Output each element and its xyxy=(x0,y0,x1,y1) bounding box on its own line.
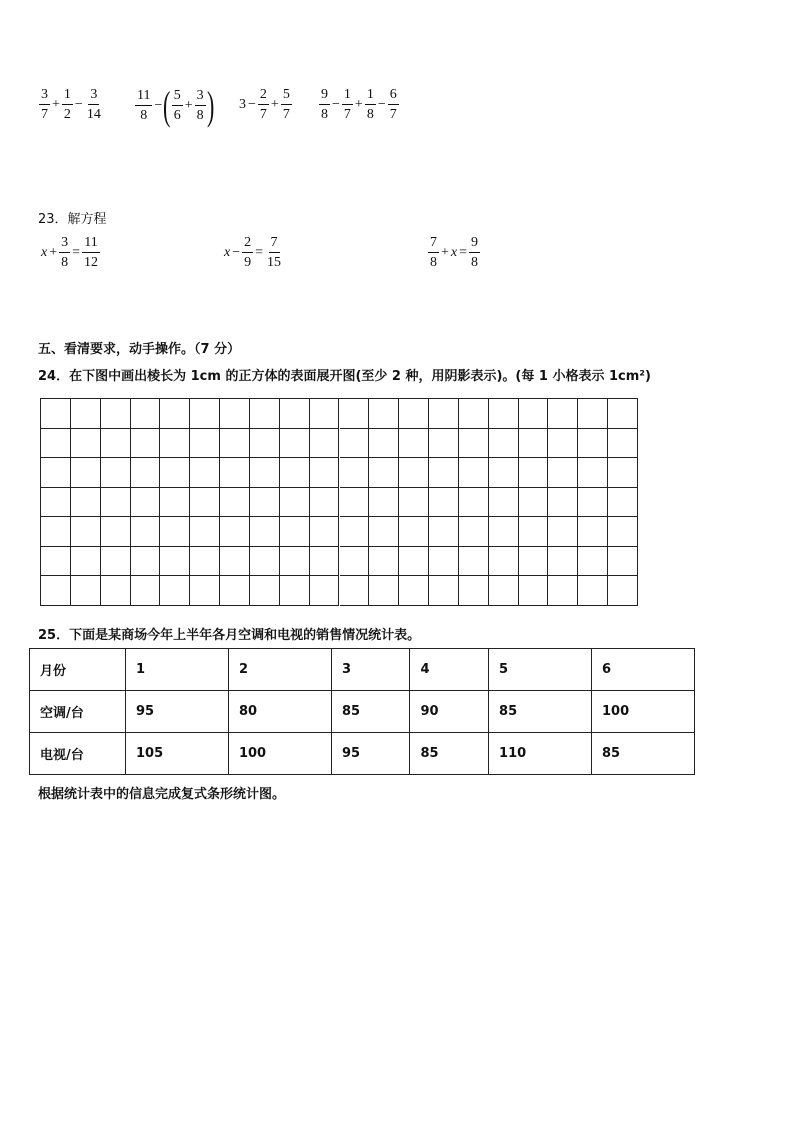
grid-cell[interactable] xyxy=(310,576,340,606)
grid-cell[interactable] xyxy=(310,399,340,429)
grid-cell[interactable] xyxy=(250,547,280,577)
grid-cell[interactable] xyxy=(548,458,578,488)
grid-cell[interactable] xyxy=(280,429,310,459)
grid-cell[interactable] xyxy=(220,458,250,488)
grid-cell[interactable] xyxy=(608,429,638,459)
grid-cell[interactable] xyxy=(459,488,489,518)
expression-3: 3 − $\frac{2}{7}$ + $\frac{5}{7}$ xyxy=(239,87,290,122)
grid-cell[interactable] xyxy=(340,517,370,547)
grid-cell[interactable] xyxy=(131,458,161,488)
grid-cell[interactable] xyxy=(250,576,280,606)
grid-cell[interactable] xyxy=(608,547,638,577)
grid-cell[interactable] xyxy=(519,576,549,606)
grid-cell[interactable] xyxy=(160,458,190,488)
grid-cell[interactable] xyxy=(578,517,608,547)
grid-cell[interactable] xyxy=(608,517,638,547)
grid-cell[interactable] xyxy=(459,517,489,547)
grid-cell[interactable] xyxy=(369,399,399,429)
table-row xyxy=(30,691,695,733)
grid-cell[interactable] xyxy=(340,488,370,518)
grid-cell[interactable] xyxy=(489,488,519,518)
fraction: $\frac{2}{7}$ xyxy=(259,87,267,122)
table-cell: 100 xyxy=(228,733,331,775)
grid-cell[interactable] xyxy=(131,517,161,547)
grid-cell[interactable] xyxy=(250,429,280,459)
grid-cell[interactable] xyxy=(71,488,101,518)
grid-cell[interactable] xyxy=(429,429,459,459)
grid-cell[interactable] xyxy=(399,576,429,606)
grid-cell[interactable] xyxy=(310,429,340,459)
table-cell: 5 xyxy=(489,649,592,691)
fraction: $\frac{11}{8}$ xyxy=(137,88,151,123)
table-cell: 3 xyxy=(331,649,410,691)
grid-cell[interactable] xyxy=(489,517,519,547)
grid-cell[interactable] xyxy=(101,576,131,606)
grid-cell[interactable] xyxy=(71,517,101,547)
table-row xyxy=(30,733,695,775)
grid-cell[interactable] xyxy=(340,399,370,429)
grid-cell[interactable] xyxy=(220,547,250,577)
grid-cell[interactable] xyxy=(578,547,608,577)
left-parenthesis: ( xyxy=(163,83,171,128)
grid-cell[interactable] xyxy=(369,458,399,488)
grid-cell[interactable] xyxy=(578,399,608,429)
grid-cell[interactable] xyxy=(459,458,489,488)
grid-cell[interactable] xyxy=(131,399,161,429)
grid-cell[interactable] xyxy=(519,488,549,518)
grid-cell[interactable] xyxy=(310,488,340,518)
grid-cell[interactable] xyxy=(160,429,190,459)
grid-cell[interactable] xyxy=(310,547,340,577)
table-cell: 1 xyxy=(126,649,229,691)
grid-cell[interactable] xyxy=(548,547,578,577)
grid-cell[interactable] xyxy=(608,458,638,488)
table-cell: 80 xyxy=(228,691,331,733)
grid-cell[interactable] xyxy=(489,458,519,488)
grid-cell[interactable] xyxy=(519,547,549,577)
section-5-title: 五、看清要求，动手操作。（7 分） xyxy=(38,342,241,357)
grid-cell[interactable] xyxy=(220,488,250,518)
grid-cell[interactable] xyxy=(399,458,429,488)
grid-cell[interactable] xyxy=(548,429,578,459)
grid-cell[interactable] xyxy=(519,458,549,488)
grid-cell[interactable] xyxy=(429,547,459,577)
grid-cell[interactable] xyxy=(160,576,190,606)
grid-cell[interactable] xyxy=(41,458,71,488)
equation-1: x + $\frac{3}{8}$ = $\frac{11}{12}$ xyxy=(41,235,99,270)
grid-cell[interactable] xyxy=(578,458,608,488)
grid-cell[interactable] xyxy=(608,399,638,429)
fraction: $\frac{3}{14}$ xyxy=(86,87,101,122)
fraction: $\frac{3}{7}$ xyxy=(41,87,48,122)
fraction: $\frac{1}{7}$ xyxy=(343,87,351,122)
grid-cell[interactable] xyxy=(71,576,101,606)
grid-cell[interactable] xyxy=(41,576,71,606)
grid-cell[interactable] xyxy=(220,429,250,459)
table-cell: 110 xyxy=(489,733,592,775)
question-23-title: 23．解方程 xyxy=(38,212,107,227)
table-cell: 85 xyxy=(592,733,695,775)
grid-cell[interactable] xyxy=(71,458,101,488)
table-cell: 95 xyxy=(126,691,229,733)
grid-cell[interactable] xyxy=(71,547,101,577)
table-cell: 95 xyxy=(331,733,410,775)
grid-cell[interactable] xyxy=(101,547,131,577)
grid-cell[interactable] xyxy=(548,576,578,606)
grid-cell[interactable] xyxy=(489,576,519,606)
grid-cell[interactable] xyxy=(369,429,399,459)
expression-2: $\frac{11}{8}$ − ( $\frac{5}{6}$ + $\frac{3}{8}$ ) xyxy=(137,83,214,128)
grid-cell[interactable] xyxy=(429,488,459,518)
fraction: $\frac{9}{8}$ xyxy=(471,235,479,270)
grid-cell[interactable] xyxy=(489,399,519,429)
grid-cell[interactable] xyxy=(369,576,399,606)
fraction: $\frac{9}{8}$ xyxy=(321,87,328,122)
grid-cell[interactable] xyxy=(519,399,549,429)
grid-cell[interactable] xyxy=(280,576,310,606)
grid-cell[interactable] xyxy=(429,517,459,547)
grid-cell[interactable] xyxy=(101,429,131,459)
fraction: $\frac{7}{8}$ xyxy=(430,235,437,270)
grid-cell[interactable] xyxy=(131,429,161,459)
grid-cell[interactable] xyxy=(369,547,399,577)
right-parenthesis: ) xyxy=(206,83,214,128)
grid-cell[interactable] xyxy=(459,547,489,577)
grid-cell[interactable] xyxy=(578,576,608,606)
grid-cell[interactable] xyxy=(489,547,519,577)
table-cell: 85 xyxy=(410,733,489,775)
grid-cell[interactable] xyxy=(310,458,340,488)
grid-cell[interactable] xyxy=(399,488,429,518)
grid-cell[interactable] xyxy=(160,547,190,577)
grid-cell[interactable] xyxy=(41,399,71,429)
grid-cell[interactable] xyxy=(280,547,310,577)
table-cell: 85 xyxy=(331,691,410,733)
equation-3: $\frac{7}{8}$ + x = $\frac{9}{8}$ xyxy=(430,235,479,270)
grid-cell[interactable] xyxy=(160,399,190,429)
grid-cell[interactable] xyxy=(340,458,370,488)
fraction: $\frac{1}{2}$ xyxy=(63,87,71,122)
grid-cell[interactable] xyxy=(429,576,459,606)
grid-cell[interactable] xyxy=(369,488,399,518)
table-row-header: 电视/台 xyxy=(30,733,126,775)
grid-cell[interactable] xyxy=(280,458,310,488)
grid-cell[interactable] xyxy=(41,429,71,459)
grid-cell[interactable] xyxy=(131,547,161,577)
grid-cell[interactable] xyxy=(101,458,131,488)
grid-cell[interactable] xyxy=(101,488,131,518)
expression-1: $\frac{3}{7}$ + $\frac{1}{2}$ − $\frac{3}{14}$ xyxy=(41,87,101,122)
grid-cell[interactable] xyxy=(220,517,250,547)
fraction: $\frac{7}{15}$ xyxy=(267,235,282,270)
grid-cell[interactable] xyxy=(548,488,578,518)
grid-cell[interactable] xyxy=(399,547,429,577)
grid-cell[interactable] xyxy=(280,488,310,518)
grid-cell[interactable] xyxy=(519,517,549,547)
grid-cell[interactable] xyxy=(131,488,161,518)
question-24-title: 24．在下图中画出棱长为 1cm 的正方体的表面展开图(至少 2 种，用阴影表示)。(每 1 小格表示 1cm²) xyxy=(38,369,651,384)
table-cell: 85 xyxy=(489,691,592,733)
grid-cell[interactable] xyxy=(608,488,638,518)
grid-cell[interactable] xyxy=(160,488,190,518)
fraction: $\frac{1}{8}$ xyxy=(366,87,374,122)
grid-cell[interactable] xyxy=(340,576,370,606)
grid-cell[interactable] xyxy=(399,399,429,429)
fraction: $\frac{6}{7}$ xyxy=(389,87,397,122)
grid-cell[interactable] xyxy=(101,517,131,547)
grid-cell[interactable] xyxy=(131,576,161,606)
equation-2: x − $\frac{2}{9}$ = $\frac{7}{15}$ xyxy=(224,235,282,270)
grid-cell[interactable] xyxy=(190,576,220,606)
table-cell: 90 xyxy=(410,691,489,733)
grid-cell[interactable] xyxy=(608,576,638,606)
fraction: $\frac{5}{6}$ xyxy=(173,88,181,123)
table-cell: 100 xyxy=(592,691,695,733)
grid-cell[interactable] xyxy=(340,429,370,459)
grid-cell[interactable] xyxy=(41,488,71,518)
grid-cell[interactable] xyxy=(399,429,429,459)
grid-cell[interactable] xyxy=(250,458,280,488)
table-row-header: 空调/台 xyxy=(30,691,126,733)
grid-cell[interactable] xyxy=(280,399,310,429)
grid-cell[interactable] xyxy=(310,517,340,547)
grid-cell[interactable] xyxy=(190,517,220,547)
fraction: $\frac{3}{8}$ xyxy=(196,88,204,123)
grid-cell[interactable] xyxy=(459,576,489,606)
grid-cell[interactable] xyxy=(578,488,608,518)
grid-cell[interactable] xyxy=(399,517,429,547)
sales-statistics-table xyxy=(29,648,695,775)
question-25-title: 25．下面是某商场今年上半年各月空调和电视的销售情况统计表。 xyxy=(38,628,421,643)
grid-cell[interactable] xyxy=(429,458,459,488)
grid-cell[interactable] xyxy=(190,547,220,577)
expression-4: $\frac{9}{8}$ − $\frac{1}{7}$ + $\frac{1}{8}$ − $\frac{6}{7}$ xyxy=(321,87,397,122)
grid-cell[interactable] xyxy=(489,429,519,459)
grid-cell[interactable] xyxy=(220,399,250,429)
grid-cell[interactable] xyxy=(190,429,220,459)
table-row-header: 月份 xyxy=(30,649,126,691)
grid-cell[interactable] xyxy=(250,399,280,429)
table-cell: 2 xyxy=(228,649,331,691)
grid-cell[interactable] xyxy=(578,429,608,459)
grid-cell[interactable] xyxy=(429,399,459,429)
grid-cell[interactable] xyxy=(71,399,101,429)
grid-cell[interactable] xyxy=(250,517,280,547)
grid-cell[interactable] xyxy=(519,429,549,459)
grid-cell[interactable] xyxy=(280,517,310,547)
grid-cell[interactable] xyxy=(190,458,220,488)
chart-instruction: 根据统计表中的信息完成复式条形统计图。 xyxy=(38,787,286,802)
grid-cell[interactable] xyxy=(160,517,190,547)
grid-cell[interactable] xyxy=(250,488,280,518)
grid-cell[interactable] xyxy=(459,399,489,429)
fraction: $\frac{5}{7}$ xyxy=(282,87,290,122)
grid-cell[interactable] xyxy=(190,399,220,429)
table-cell: 4 xyxy=(410,649,489,691)
grid-cell[interactable] xyxy=(548,517,578,547)
fraction: $\frac{11}{12}$ xyxy=(84,235,99,270)
grid-cell[interactable] xyxy=(101,399,131,429)
grid-cell[interactable] xyxy=(41,547,71,577)
fraction: $\frac{2}{9}$ xyxy=(244,235,252,270)
fraction: $\frac{3}{8}$ xyxy=(61,235,69,270)
grid-cell[interactable] xyxy=(548,399,578,429)
grid-cell[interactable] xyxy=(459,429,489,459)
grid-cell[interactable] xyxy=(190,488,220,518)
table-cell: 6 xyxy=(592,649,695,691)
table-row xyxy=(30,649,695,691)
grid-cell[interactable] xyxy=(369,517,399,547)
table-cell: 105 xyxy=(126,733,229,775)
grid-cell[interactable] xyxy=(71,429,101,459)
grid-cell[interactable] xyxy=(340,547,370,577)
grid-cell[interactable] xyxy=(220,576,250,606)
grid-cell[interactable] xyxy=(41,517,71,547)
square-grid[interactable] xyxy=(40,398,638,606)
